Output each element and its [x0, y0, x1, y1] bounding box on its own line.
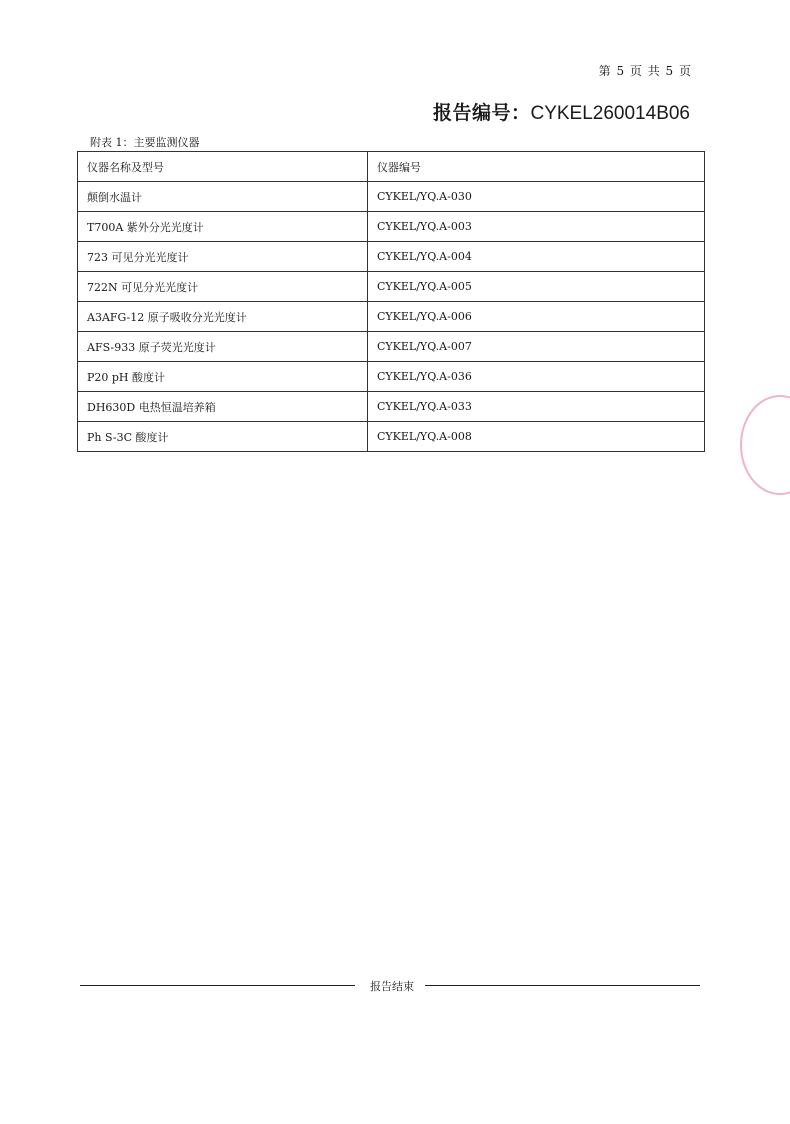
- instrument-name-cell: 722N 可见分光光度计: [78, 272, 368, 302]
- report-number-label: 报告编号：: [432, 102, 531, 124]
- report-end-divider: [80, 978, 700, 994]
- instrument-name-cell: DH630D 电热恒温培养箱: [78, 392, 368, 422]
- table-row: [78, 332, 705, 362]
- report-number-value: CYKEL260014B06: [530, 103, 690, 124]
- instrument-id-cell: CYKEL/YQ.A-008: [368, 422, 705, 452]
- column-header-id: 仪器编号: [368, 152, 705, 182]
- report-end-label: 报告结束: [370, 980, 414, 993]
- instrument-name-cell: AFS-933 原子荧光光度计: [78, 332, 368, 362]
- instrument-id-cell: CYKEL/YQ.A-003: [368, 212, 705, 242]
- instrument-id-cell: CYKEL/YQ.A-004: [368, 242, 705, 272]
- table-row: [78, 422, 705, 452]
- divider-line-left: [80, 985, 355, 986]
- instrument-name-cell: T700A 紫外分光光度计: [78, 212, 368, 242]
- instrument-id-cell: CYKEL/YQ.A-033: [368, 392, 705, 422]
- instrument-name-cell: P20 pH 酸度计: [78, 362, 368, 392]
- instrument-name-cell: 723 可见分光光度计: [78, 242, 368, 272]
- table-row: [78, 362, 705, 392]
- instrument-id-cell: CYKEL/YQ.A-005: [368, 272, 705, 302]
- instrument-name-cell: 颠倒水温计: [78, 182, 368, 212]
- table-row: [78, 212, 705, 242]
- table-row: [78, 392, 705, 422]
- table-caption: 附表 1：主要监测仪器: [90, 136, 200, 149]
- seal-stamp-icon: [740, 395, 790, 495]
- table-row: [78, 302, 705, 332]
- table-header-row: [78, 152, 705, 182]
- divider-line-right: [425, 985, 700, 986]
- instrument-name-cell: A3AFG-12 原子吸收分光光度计: [78, 302, 368, 332]
- table-row: [78, 182, 705, 212]
- instruments-table: [77, 151, 705, 452]
- table-row: [78, 272, 705, 302]
- instrument-name-cell: Ph S-3C 酸度计: [78, 422, 368, 452]
- report-number-heading: [433, 98, 690, 125]
- instrument-id-cell: CYKEL/YQ.A-036: [368, 362, 705, 392]
- table-row: [78, 242, 705, 272]
- page-number: 第 5 页 共 5 页: [598, 64, 692, 78]
- instrument-id-cell: CYKEL/YQ.A-030: [368, 182, 705, 212]
- instrument-id-cell: CYKEL/YQ.A-007: [368, 332, 705, 362]
- instrument-id-cell: CYKEL/YQ.A-006: [368, 302, 705, 332]
- column-header-name: 仪器名称及型号: [78, 152, 368, 182]
